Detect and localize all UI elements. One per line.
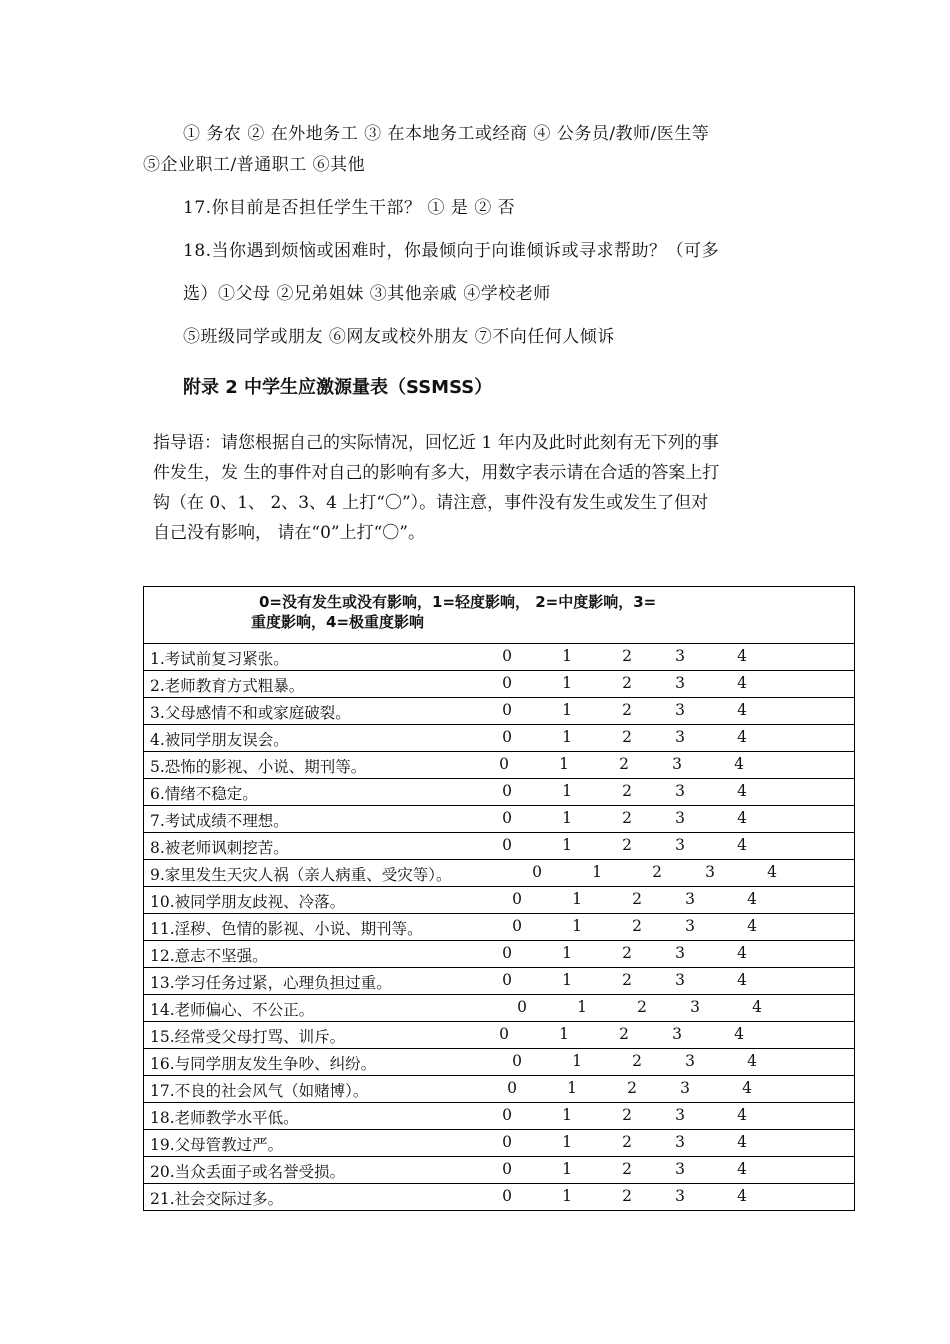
scale-option-4[interactable]: 4 [747,1052,757,1070]
scale-option-3[interactable]: 3 [672,1025,682,1043]
scale-item-cell [144,698,855,725]
scale-item-text: 6.情绪不稳定。 [150,785,258,803]
scale-option-2[interactable]: 2 [627,1079,637,1097]
scale-item-cell [144,1130,855,1157]
scale-option-3[interactable]: 3 [675,1106,685,1124]
scale-option-4[interactable]: 4 [767,863,777,881]
instructions-line: 件发生，发 生的事件对自己的影响有多大，用数字表示请在合适的答案上打 [153,463,720,483]
scale-item-row [144,968,855,995]
scale-item-cell [144,1022,855,1049]
scale-item-row [144,752,855,779]
scale-option-3[interactable]: 3 [675,701,685,719]
scale-item-cell [144,806,855,833]
scale-option-4[interactable]: 4 [752,998,762,1016]
scale-option-1[interactable]: 1 [562,674,572,692]
scale-option-1[interactable]: 1 [562,971,572,989]
scale-option-1[interactable]: 1 [562,1133,572,1151]
scale-option-3[interactable]: 3 [675,1160,685,1178]
scale-item-cell [144,725,855,752]
q16-options-line1: ① 务农 ② 在外地务工 ③ 在本地务工或经商 ④ 公务员/教师/医生等 [183,124,710,144]
scale-item-text: 15.经常受父母打骂、训斥。 [150,1028,346,1046]
scale-item-row [144,1157,855,1184]
scale-option-0[interactable]: 0 [502,647,512,665]
scale-item-row [144,806,855,833]
scale-option-2[interactable]: 2 [632,1052,642,1070]
scale-item-row [144,860,855,887]
scale-option-4[interactable]: 4 [747,890,757,908]
scale-option-0[interactable]: 0 [499,755,509,773]
scale-item-row [144,1049,855,1076]
scale-option-3[interactable]: 3 [675,647,685,665]
scale-item-row [144,779,855,806]
scale-option-0[interactable]: 0 [502,1187,512,1205]
scale-option-2[interactable]: 2 [622,1160,632,1178]
scale-option-1[interactable]: 1 [562,1160,572,1178]
scale-option-3[interactable]: 3 [685,890,695,908]
scale-option-2[interactable]: 2 [622,728,632,746]
question-18-line3: ⑤班级同学或朋友 ⑥网友或校外朋友 ⑦不向任何人倾诉 [183,327,615,347]
scale-option-2[interactable]: 2 [622,836,632,854]
scale-item-text: 17.不良的社会风气（如赌博）。 [150,1082,369,1100]
scale-option-2[interactable]: 2 [622,1106,632,1124]
scale-option-0[interactable]: 0 [499,1025,509,1043]
scale-option-0[interactable]: 0 [502,1160,512,1178]
scale-option-1[interactable]: 1 [562,647,572,665]
scale-option-2[interactable]: 2 [622,971,632,989]
scale-option-4[interactable]: 4 [737,1160,747,1178]
scale-option-2[interactable]: 2 [622,782,632,800]
scale-option-3[interactable]: 3 [685,1052,695,1070]
scale-item-text: 14.老师偏心、不公正。 [150,1001,315,1019]
scale-item-cell [144,995,855,1022]
scale-item-text: 7.考试成绩不理想。 [150,812,289,830]
scale-option-2[interactable]: 2 [622,809,632,827]
scale-item-text: 12.意志不坚强。 [150,947,268,965]
scale-option-0[interactable]: 0 [512,1052,522,1070]
scale-option-2[interactable]: 2 [632,890,642,908]
scale-option-3[interactable]: 3 [675,944,685,962]
scale-option-3[interactable]: 3 [675,728,685,746]
scale-option-0[interactable]: 0 [502,728,512,746]
scale-item-text: 10.被同学朋友歧视、冷落。 [150,893,346,911]
scale-option-2[interactable]: 2 [632,917,642,935]
scale-option-4[interactable]: 4 [737,728,747,746]
scale-item-text: 1.考试前复习紧张。 [150,650,289,668]
scale-item-text: 8.被老师讽刺挖苦。 [150,839,289,857]
scale-item-row [144,671,855,698]
scale-option-0[interactable]: 0 [502,971,512,989]
scale-legend [144,587,855,644]
scale-option-1[interactable]: 1 [567,1079,577,1097]
scale-item-row [144,1184,855,1211]
scale-item-text: 20.当众丢面子或名誉受损。 [150,1163,346,1181]
scale-item-row [144,1130,855,1157]
scale-option-2[interactable]: 2 [637,998,647,1016]
scale-option-4[interactable]: 4 [737,971,747,989]
scale-option-0[interactable]: 0 [507,1079,517,1097]
scale-option-1[interactable]: 1 [572,917,582,935]
scale-option-1[interactable]: 1 [562,782,572,800]
question-18-line1: 18.当你遇到烦恼或困难时，你最倾向于向谁倾诉或寻求帮助？（可多 [183,241,720,261]
scale-item-text: 21.社会交际过多。 [150,1190,284,1208]
scale-option-0[interactable]: 0 [502,782,512,800]
scale-option-0[interactable]: 0 [502,1106,512,1124]
scale-item-cell [144,1049,855,1076]
scale-option-0[interactable]: 0 [517,998,527,1016]
scale-item-cell [144,1184,855,1211]
scale-option-1[interactable]: 1 [592,863,602,881]
scale-option-1[interactable]: 1 [562,1106,572,1124]
scale-option-1[interactable]: 1 [562,728,572,746]
scale-item-cell [144,671,855,698]
scale-option-3[interactable]: 3 [685,917,695,935]
scale-item-cell [144,752,855,779]
scale-option-1[interactable]: 1 [577,998,587,1016]
scale-option-0[interactable]: 0 [502,701,512,719]
scale-item-cell [144,1103,855,1130]
scale-option-2[interactable]: 2 [622,1187,632,1205]
scale-item-cell [144,887,855,914]
scale-item-row [144,941,855,968]
scale-option-1[interactable]: 1 [562,944,572,962]
scale-item-row [144,1103,855,1130]
scale-item-row [144,725,855,752]
scale-option-3[interactable]: 3 [675,971,685,989]
scale-option-0[interactable]: 0 [512,890,522,908]
q16-options-line2: ⑤企业职工/普通职工 ⑥其他 [143,155,366,175]
scale-item-cell [144,914,855,941]
scale-option-0[interactable]: 0 [502,674,512,692]
scale-item-row [144,644,855,671]
scale-option-4[interactable]: 4 [737,647,747,665]
scale-option-1[interactable]: 1 [572,1052,582,1070]
scale-item-row [144,1076,855,1103]
scale-item-text: 3.父母感情不和或家庭破裂。 [150,704,351,722]
scale-option-2[interactable]: 2 [622,647,632,665]
scale-item-cell [144,1076,855,1103]
instructions-line: 指导语：请您根据自己的实际情况，回忆近 1 年内及此时此刻有无下列的事 [153,433,719,453]
scale-option-4[interactable]: 4 [737,701,747,719]
scale-option-0[interactable]: 0 [532,863,542,881]
scale-option-4[interactable]: 4 [747,917,757,935]
question-18-line2: 选）①父母 ②兄弟姐妹 ③其他亲戚 ④学校老师 [183,284,551,304]
scale-option-2[interactable]: 2 [622,701,632,719]
scale-item-row [144,887,855,914]
scale-option-2[interactable]: 2 [622,1133,632,1151]
scale-item-cell [144,968,855,995]
scale-option-1[interactable]: 1 [562,1187,572,1205]
scale-item-cell [144,860,855,887]
scale-option-0[interactable]: 0 [502,944,512,962]
scale-option-0[interactable]: 0 [502,809,512,827]
scale-option-3[interactable]: 3 [675,1133,685,1151]
scale-option-4[interactable]: 4 [737,1187,747,1205]
scale-option-4[interactable]: 4 [737,809,747,827]
scale-option-1[interactable]: 1 [562,836,572,854]
scale-item-text: 18.老师教学水平低。 [150,1109,299,1127]
scale-option-4[interactable]: 4 [734,755,744,773]
instructions-line: 自己没有影响， 请在“0”上打“〇”。 [153,523,425,543]
scale-option-3[interactable]: 3 [675,782,685,800]
scale-option-1[interactable]: 1 [559,1025,569,1043]
scale-item-cell [144,1157,855,1184]
scale-option-3[interactable]: 3 [675,836,685,854]
scale-option-4[interactable]: 4 [734,1025,744,1043]
scale-item-row [144,833,855,860]
scale-item-row [144,914,855,941]
scale-option-2[interactable]: 2 [622,674,632,692]
appendix-title: 附录 2 中学生应激源量表（SSMSS） [183,377,493,398]
scale-item-cell [144,779,855,806]
scale-option-1[interactable]: 1 [559,755,569,773]
scale-item-cell [144,833,855,860]
scale-item-text: 16.与同学朋友发生争吵、纠纷。 [150,1055,377,1073]
instructions-line: 钩（在 0、1、 2、3、4 上打“〇”）。请注意，事件没有发生或发生了但对 [153,493,709,513]
scale-item-row [144,698,855,725]
scale-item-text: 19.父母管教过严。 [150,1136,284,1154]
scale-item-text: 11.淫秽、色情的影视、小说、期刊等。 [150,920,423,938]
scale-option-2[interactable]: 2 [622,944,632,962]
scale-item-text: 9.家里发生天灾人祸（亲人病重、受灾等）。 [150,866,452,884]
scale-option-4[interactable]: 4 [737,674,747,692]
scale-legend-line2: 重度影响，4=极重度影响 [251,613,425,631]
scale-header-row [144,587,855,644]
scale-item-text: 13.学习任务过紧，心理负担过重。 [150,974,392,992]
scale-option-1[interactable]: 1 [572,890,582,908]
scale-option-4[interactable]: 4 [737,1106,747,1124]
scale-option-0[interactable]: 0 [502,1133,512,1151]
instructions [153,428,813,548]
scale-option-3[interactable]: 3 [672,755,682,773]
scale-item-row [144,995,855,1022]
scale-option-4[interactable]: 4 [737,836,747,854]
scale-option-3[interactable]: 3 [705,863,715,881]
scale-option-4[interactable]: 4 [737,1133,747,1151]
scale-item-text: 2.老师教育方式粗暴。 [150,677,305,695]
scale-option-3[interactable]: 3 [680,1079,690,1097]
scale-option-3[interactable]: 3 [675,809,685,827]
scale-option-0[interactable]: 0 [512,917,522,935]
scale-option-4[interactable]: 4 [737,944,747,962]
stress-scale-table [143,586,855,1211]
scale-option-3[interactable]: 3 [690,998,700,1016]
scale-item-text: 5.恐怖的影视、小说、期刊等。 [150,758,367,776]
scale-legend-line1: 0=没有发生或没有影响，1=轻度影响， 2=中度影响，3= [259,593,657,611]
scale-option-2[interactable]: 2 [619,755,629,773]
scale-option-1[interactable]: 1 [562,809,572,827]
scale-option-0[interactable]: 0 [502,836,512,854]
question-17: 17.你目前是否担任学生干部？ ① 是 ② 否 [183,198,516,218]
scale-option-3[interactable]: 3 [675,1187,685,1205]
scale-option-2[interactable]: 2 [619,1025,629,1043]
scale-option-2[interactable]: 2 [652,863,662,881]
scale-item-cell [144,941,855,968]
scale-option-4[interactable]: 4 [737,782,747,800]
scale-item-cell [144,644,855,671]
scale-option-3[interactable]: 3 [675,674,685,692]
scale-item-text: 4.被同学朋友误会。 [150,731,289,749]
scale-item-row [144,1022,855,1049]
scale-option-4[interactable]: 4 [742,1079,752,1097]
scale-option-1[interactable]: 1 [562,701,572,719]
